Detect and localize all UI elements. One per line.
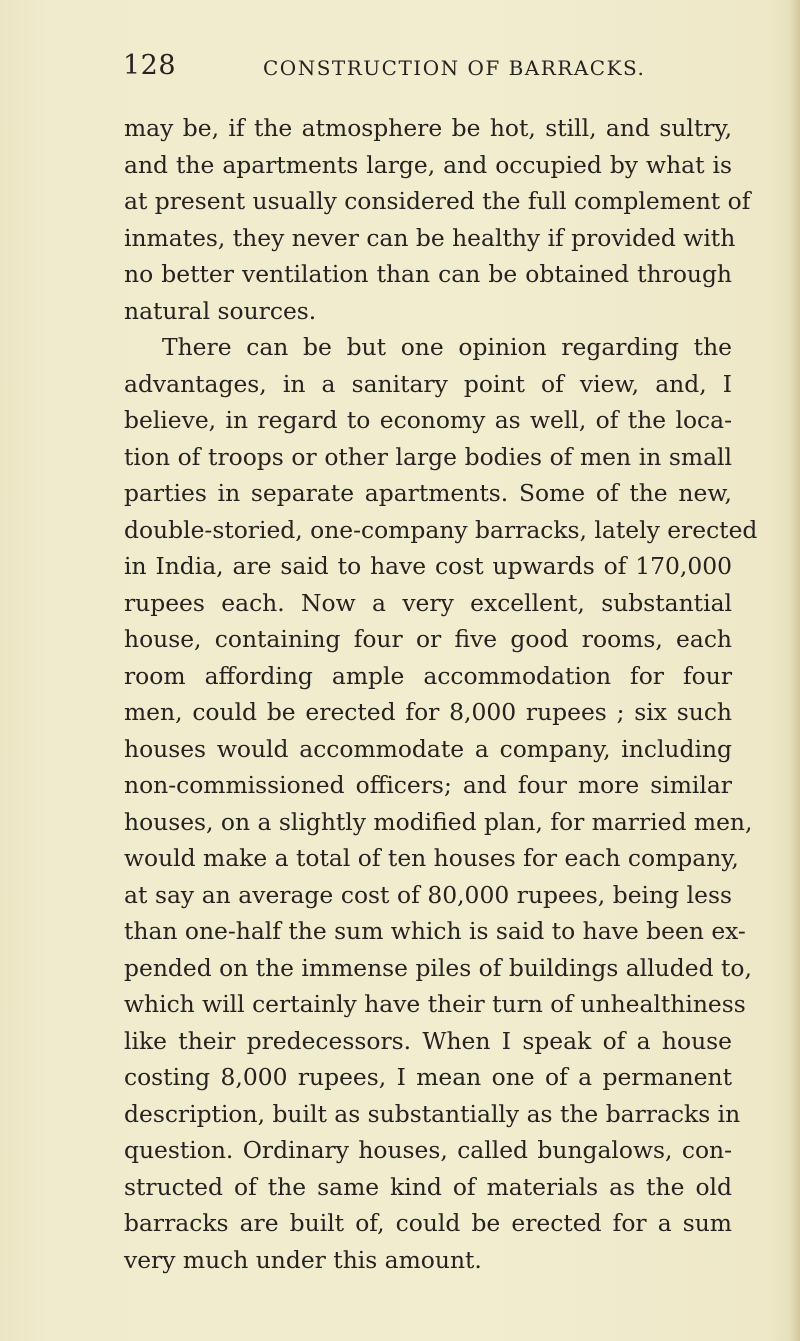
text-line: would make a total of ten houses for each company, [124, 844, 739, 872]
text-line: and the apartments large, and occupied by what is [124, 150, 732, 179]
text-line: than one-half the sum which is said to have been ex- [124, 917, 746, 945]
text-line: no better ventilation than can be obtained through [124, 260, 732, 288]
text-line: non-commissioned officers; and four more similar [124, 771, 732, 799]
text-line: natural sources. [124, 296, 317, 325]
text-line: question. Ordinary houses, called bungalows, con- [124, 1136, 732, 1164]
body-text [124, 110, 758, 1278]
page-edge-shadow [790, 0, 800, 1341]
text-line: There can be but one opinion regarding the [162, 333, 732, 361]
text-line: men, could be erected for 8,000 rupees ; six such [124, 698, 732, 726]
text-line: like their predecessors. When I speak of a house [124, 1026, 732, 1055]
text-line: houses, on a slightly modified plan, for married men, [124, 807, 753, 836]
text-line: double-storied, one-company barracks, lately erected [124, 515, 758, 544]
text-line: rupees each. Now a very excellent, substantial [124, 588, 732, 617]
text-line: inmates, they never can be healthy if provided with [124, 223, 736, 252]
text-line: tion of troops or other large bodies of men in small [124, 442, 732, 471]
text-line: at say an average cost of 80,000 rupees, being less [124, 880, 732, 909]
text-line: pended on the immense piles of buildings alluded to, [124, 953, 752, 982]
page-number: 128 [123, 50, 177, 81]
text-line: in India, are said to have cost upwards of 170,000 [124, 552, 732, 580]
text-line: believe, in regard to economy as well, of the loca- [124, 406, 732, 434]
text-line: which will certainly have their turn of unhealthiness [124, 990, 746, 1018]
text-line: parties in separate apartments. Some of the new, [124, 479, 732, 507]
text-line: barracks are built of, could be erected for a sum [124, 1209, 732, 1237]
text-line: description, built as substantially as the barracks in [124, 1099, 741, 1128]
text-line: costing 8,000 rupees, I mean one of a permanent [124, 1063, 732, 1091]
page-header [0, 50, 800, 90]
text-line: advantages, in a sanitary point of view, and, I [124, 369, 732, 398]
text-line: houses would accommodate a company, including [124, 734, 732, 763]
text-line: room affording ample accommodation for four [124, 661, 732, 690]
text-line: at present usually considered the full complement of [124, 187, 751, 215]
text-line: may be, if the atmosphere be hot, still, and sultry, [124, 114, 732, 142]
running-head: CONSTRUCTION OF BARRACKS. [263, 56, 646, 80]
text-line: house, containing four or five good rooms, each [124, 625, 732, 653]
text-line: structed of the same kind of materials as the old [124, 1172, 732, 1201]
text-line: very much under this amount. [124, 1245, 482, 1274]
